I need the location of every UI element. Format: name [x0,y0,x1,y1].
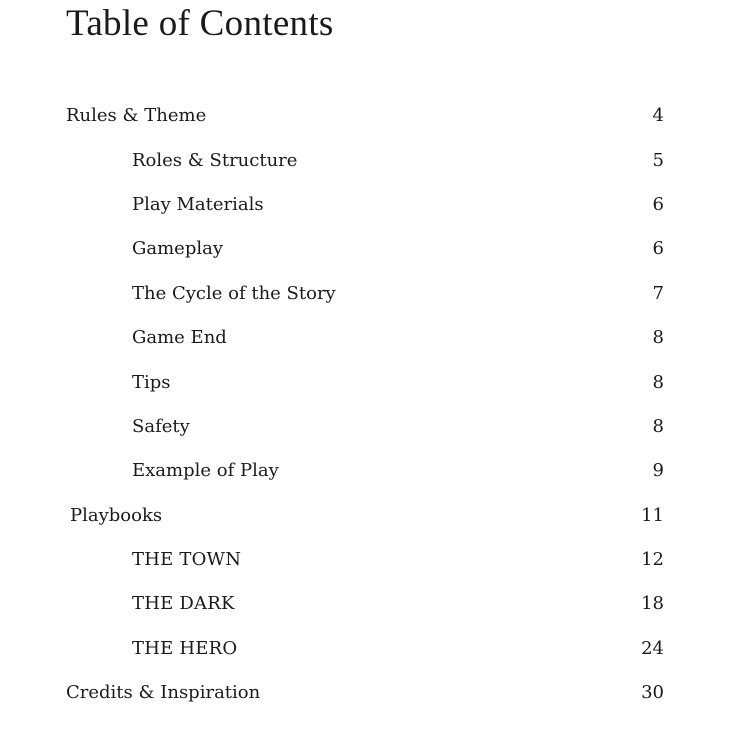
toc-entry-example-of-play[interactable] [0,449,750,493]
toc-entry-label: Gameplay [132,238,224,260]
toc-entry-page-number: 4 [652,105,664,127]
toc-entry-the-town[interactable] [0,538,750,582]
toc-entry-label: The Cycle of the Story [132,282,336,304]
toc-entry-page-number: 24 [641,637,664,659]
toc-entry-label: Roles & Structure [132,149,298,171]
toc-entry-label: Playbooks [70,504,163,526]
toc-entry-label: Credits & Inspiration [66,682,261,704]
table-of-contents [0,94,750,715]
toc-entry-label: THE TOWN [132,549,242,571]
toc-entry-play-materials[interactable] [0,183,750,227]
page-title: Table of Contents [66,3,334,44]
toc-entry-label: Tips [132,371,171,393]
toc-entry-rules-and-theme[interactable] [0,94,750,138]
toc-entry-roles-and-structure[interactable] [0,138,750,182]
toc-entry-label: Play Materials [132,193,264,215]
toc-entry-gameplay[interactable] [0,227,750,271]
toc-entry-page-number: 8 [652,415,664,437]
toc-entry-page-number: 5 [652,149,664,171]
toc-entry-label: Safety [132,415,190,437]
toc-entry-page-number: 12 [641,549,664,571]
toc-entry-page-number: 30 [641,682,664,704]
toc-entry-tips[interactable] [0,360,750,404]
toc-entry-credits-and-inspiration[interactable] [0,671,750,715]
toc-entry-label: Game End [132,327,227,349]
toc-entry-label: Example of Play [132,460,279,482]
toc-entry-the-hero[interactable] [0,627,750,671]
toc-entry-playbooks[interactable] [0,494,750,538]
toc-entry-page-number: 6 [652,193,664,215]
toc-entry-page-number: 7 [652,282,664,304]
toc-entry-page-number: 6 [652,238,664,260]
toc-entry-the-dark[interactable] [0,582,750,626]
toc-entry-game-end[interactable] [0,316,750,360]
toc-entry-label: THE DARK [132,593,235,615]
toc-entry-safety[interactable] [0,405,750,449]
toc-entry-page-number: 11 [641,504,664,526]
toc-entry-page-number: 8 [652,327,664,349]
toc-entry-page-number: 9 [652,460,664,482]
toc-entry-label: Rules & Theme [66,105,207,127]
toc-entry-cycle-of-the-story[interactable] [0,272,750,316]
toc-entry-page-number: 8 [652,371,664,393]
toc-entry-page-number: 18 [641,593,664,615]
toc-entry-label: THE HERO [132,637,238,659]
